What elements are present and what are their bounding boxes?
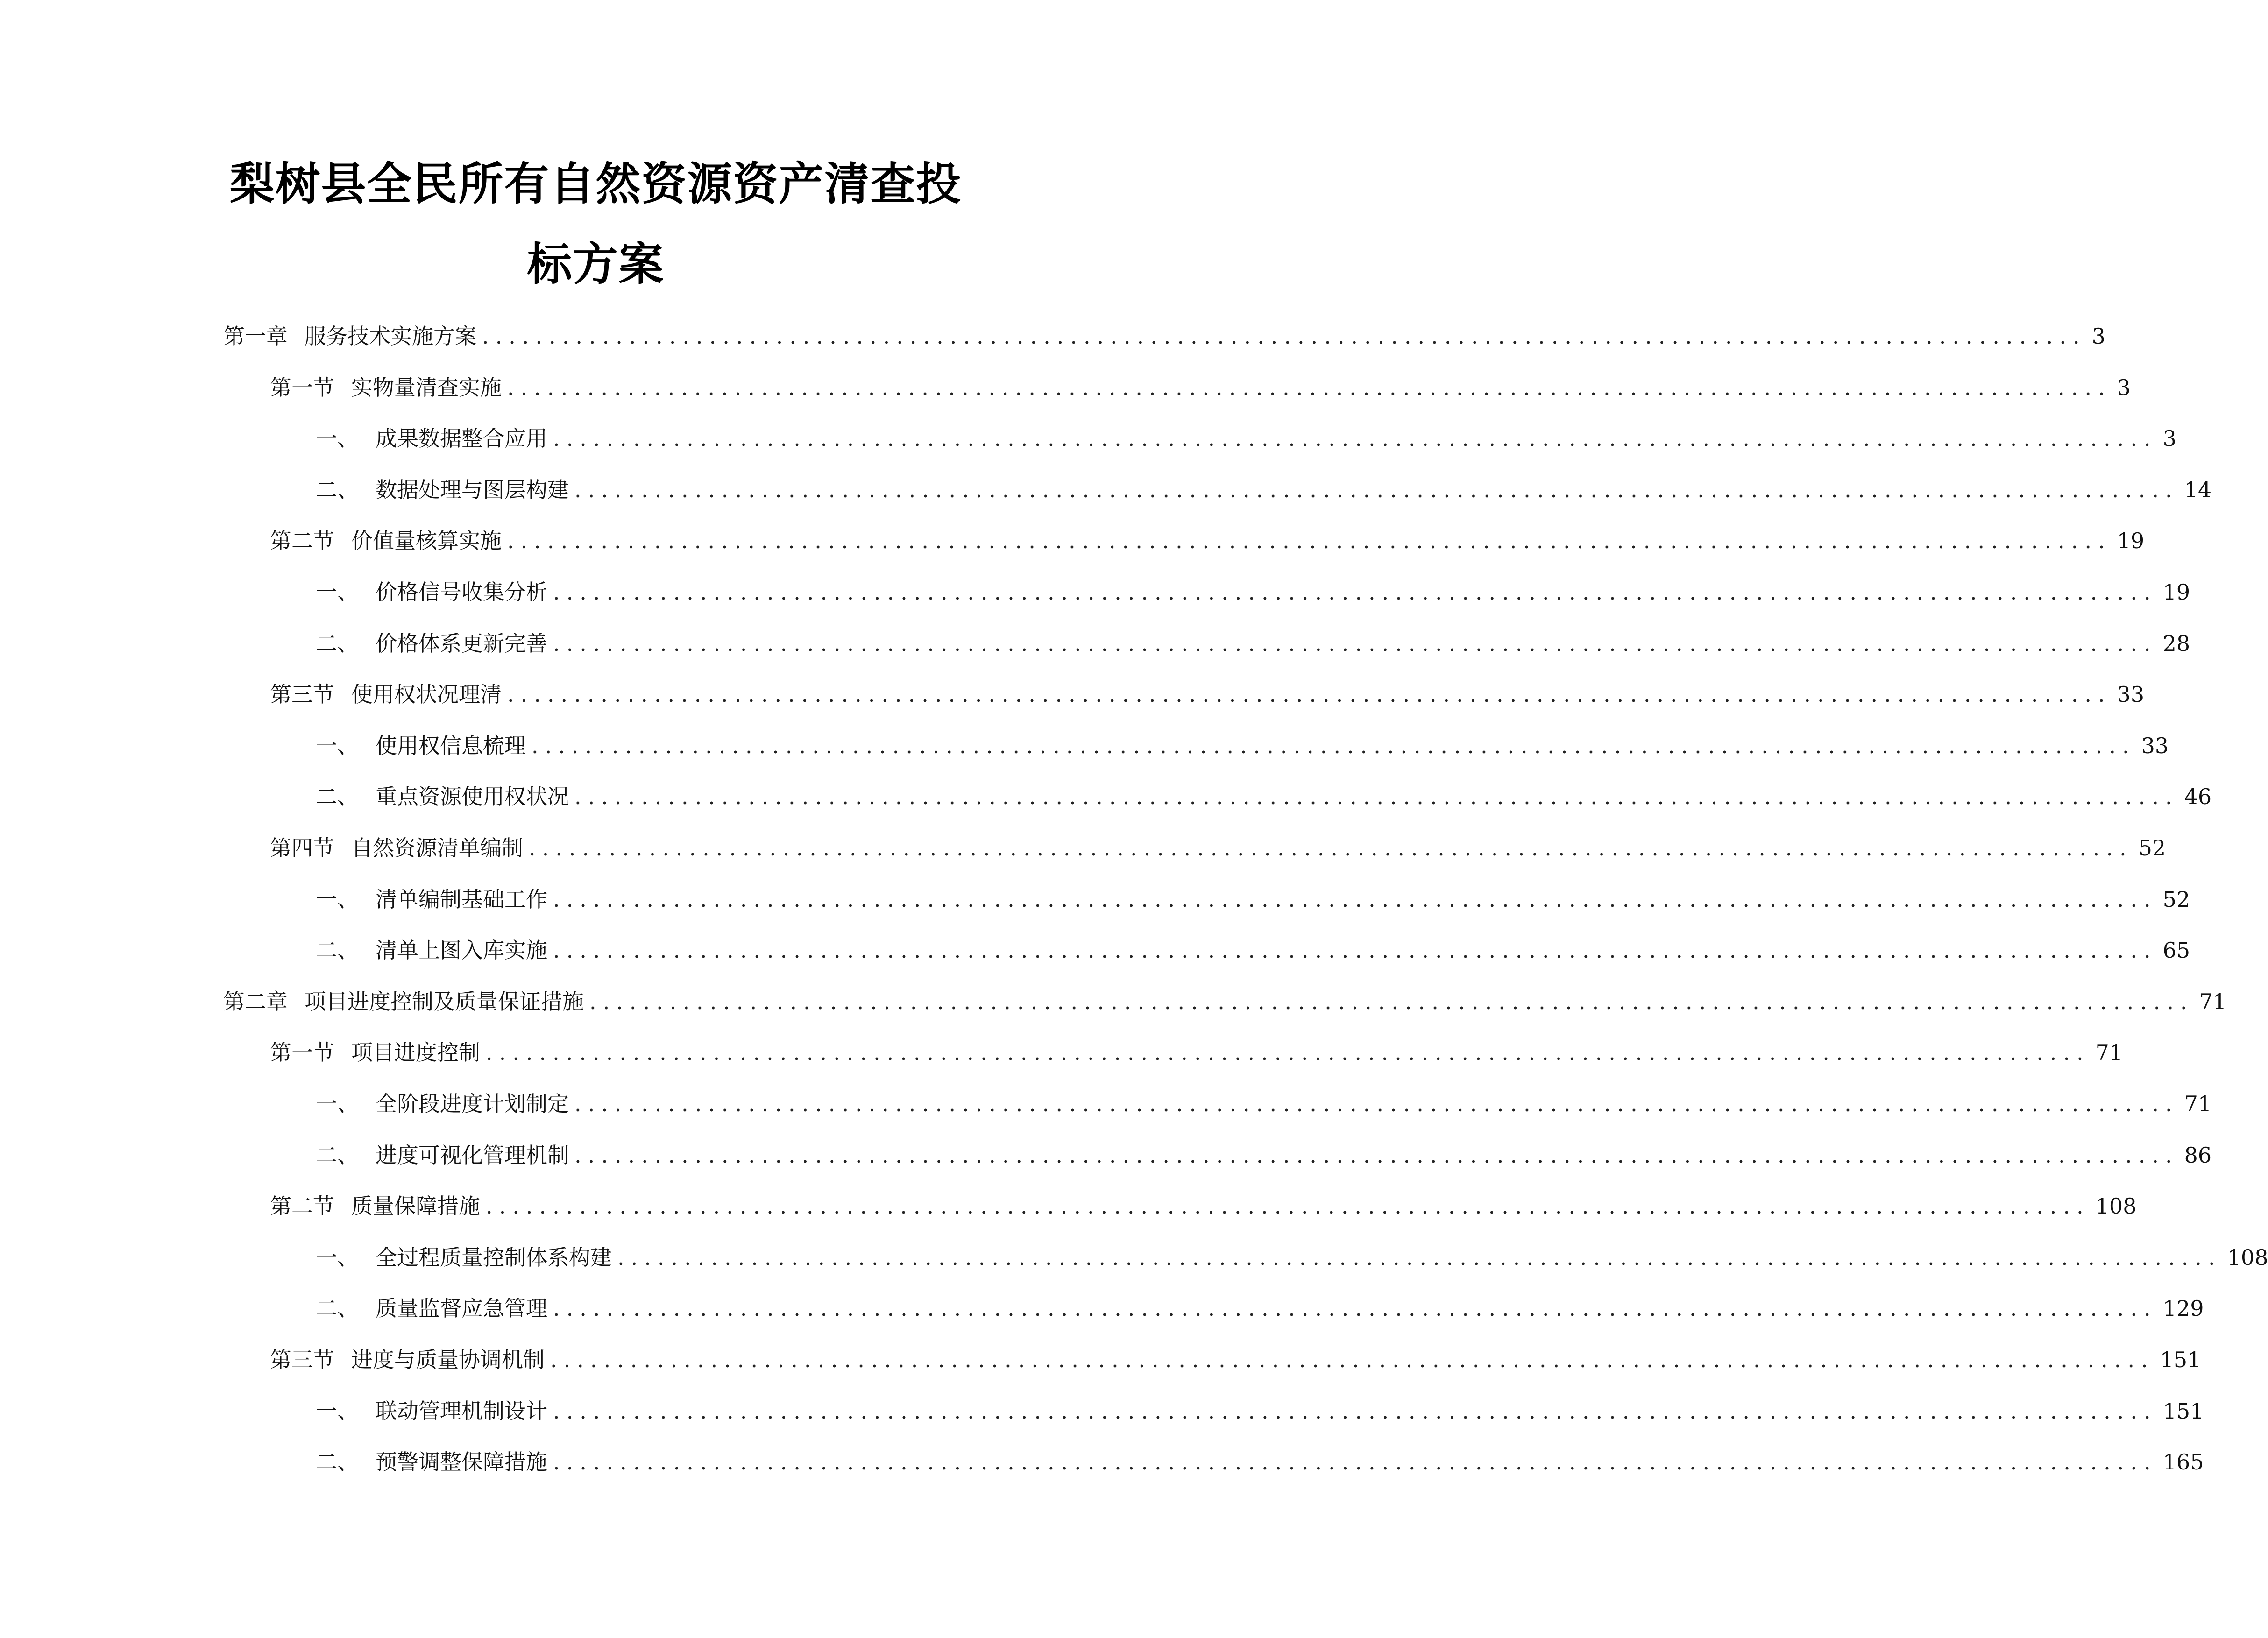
toc-entry-page-number: 86 <box>2184 1143 2212 1168</box>
toc-entry-title: 全阶段进度计划制定 <box>376 1091 569 1116</box>
document-title-line-1: 梨树县全民所有自然资源资产清查投 <box>229 158 962 210</box>
toc-entry[interactable] <box>270 678 2145 711</box>
toc-leader-dots: ........................................................................................................................ <box>482 324 2086 349</box>
toc-entry-title: 联动管理机制设计 <box>376 1398 547 1424</box>
toc-leader-dots: ........................................................................................................................ <box>507 375 2112 400</box>
toc-entry[interactable] <box>316 576 2190 608</box>
toc-entry-number: 第二节 <box>270 528 334 553</box>
toc-leader-dots: ........................................................................................................................ <box>574 477 2179 502</box>
toc-leader-dots: ........................................................................................................................ <box>507 682 2112 707</box>
toc-entry-number: 二、 <box>316 1296 359 1321</box>
toc-entry[interactable] <box>316 473 2212 506</box>
toc-entry-title: 成果数据整合应用 <box>376 426 547 451</box>
toc-entry-title: 清单编制基础工作 <box>376 887 547 912</box>
toc-leader-dots: ........................................................................................................................ <box>574 1143 2179 1168</box>
toc-entry-number: 第三节 <box>270 682 334 707</box>
toc-entry-title: 数据处理与图层构建 <box>376 477 569 502</box>
toc-entry-page-number: 65 <box>2162 938 2190 963</box>
toc-leader-dots: ........................................................................................................................ <box>486 1193 2090 1219</box>
toc-entry-title: 服务技术实施方案 <box>305 324 476 349</box>
toc-leader-dots: ........................................................................................................................ <box>589 989 2194 1014</box>
toc-entry-page-number: 71 <box>2184 1091 2212 1116</box>
toc-entry-number: 第一节 <box>270 1040 334 1065</box>
toc-entry-page-number: 151 <box>2160 1347 2201 1372</box>
toc-leader-dots: ........................................................................................................................ <box>574 784 2179 809</box>
toc-entry[interactable] <box>316 1395 2204 1427</box>
toc-entry[interactable] <box>270 1036 2123 1069</box>
toc-entry[interactable] <box>316 1446 2204 1478</box>
toc-entry[interactable] <box>316 729 2169 762</box>
toc-entry-number: 二、 <box>316 1449 359 1475</box>
toc-leader-dots: ........................................................................................................................ <box>553 631 2157 656</box>
toc-entry-number: 二、 <box>316 1143 359 1168</box>
toc-entry-title: 价格信号收集分析 <box>376 579 547 605</box>
toc-entry-number: 一、 <box>316 1091 359 1116</box>
toc-entry-page-number: 3 <box>2117 375 2131 400</box>
toc-entry[interactable] <box>223 985 2227 1018</box>
toc-leader-dots: ........................................................................................................................ <box>574 1091 2179 1116</box>
toc-entry-number: 第一节 <box>270 375 334 400</box>
toc-entry[interactable] <box>316 422 2176 455</box>
toc-entry[interactable] <box>270 524 2145 557</box>
toc-entry-title: 项目进度控制 <box>351 1040 480 1065</box>
toc-leader-dots: ........................................................................................................................ <box>553 938 2157 963</box>
toc-entry[interactable] <box>316 934 2190 967</box>
toc-leader-dots: ........................................................................................................................ <box>553 1296 2157 1321</box>
toc-leader-dots: ........................................................................................................................ <box>553 887 2157 912</box>
toc-entry-number: 二、 <box>316 477 359 502</box>
toc-entry-number: 二、 <box>316 784 359 809</box>
toc-entry-page-number: 3 <box>2091 324 2105 349</box>
toc-entry-title: 进度与质量协调机制 <box>351 1347 545 1372</box>
toc-entry-page-number: 46 <box>2184 784 2212 809</box>
toc-entry-title: 预警调整保障措施 <box>376 1449 547 1475</box>
toc-entry-title: 全过程质量控制体系构建 <box>376 1245 612 1270</box>
toc-entry-title: 价格体系更新完善 <box>376 631 547 656</box>
toc-entry[interactable] <box>316 780 2212 813</box>
toc-entry-number: 一、 <box>316 887 359 912</box>
toc-entry-page-number: 151 <box>2162 1398 2204 1424</box>
toc-entry-page-number: 33 <box>2141 733 2169 758</box>
toc-entry-page-number: 129 <box>2162 1296 2204 1321</box>
toc-entry-title: 进度可视化管理机制 <box>376 1143 569 1168</box>
toc-leader-dots: ........................................................................................................................ <box>553 1449 2157 1475</box>
toc-entry-number: 二、 <box>316 631 359 656</box>
toc-entry-number: 一、 <box>316 1245 359 1270</box>
toc-entry-number: 二、 <box>316 938 359 963</box>
toc-entry-page-number: 108 <box>2227 1245 2268 1270</box>
toc-entry[interactable] <box>270 1343 2201 1376</box>
toc-entry-number: 第四节 <box>270 835 334 861</box>
toc-leader-dots: ........................................................................................................................ <box>529 835 2133 861</box>
toc-entry-page-number: 33 <box>2117 682 2145 707</box>
document-title-line-2: 标方案 <box>527 238 665 290</box>
toc-leader-dots: ........................................................................................................................ <box>532 733 2136 758</box>
toc-entry-title: 实物量清查实施 <box>351 375 502 400</box>
toc-entry[interactable] <box>316 627 2190 660</box>
toc-entry[interactable] <box>270 1190 2137 1222</box>
toc-entry-number: 第二节 <box>270 1193 334 1219</box>
toc-entry-page-number: 71 <box>2095 1040 2123 1065</box>
toc-entry-title: 自然资源清单编制 <box>351 835 523 861</box>
toc-entry-number: 第三节 <box>270 1347 334 1372</box>
toc-entry-number: 一、 <box>316 579 359 605</box>
toc-entry-page-number: 52 <box>2162 887 2190 912</box>
toc-entry-page-number: 165 <box>2162 1449 2204 1475</box>
toc-entry-number: 一、 <box>316 1398 359 1424</box>
toc-entry-page-number: 19 <box>2117 528 2145 553</box>
toc-entry[interactable] <box>316 1139 2212 1172</box>
toc-entry-number: 一、 <box>316 426 359 451</box>
toc-entry-number: 第二章 <box>223 989 288 1014</box>
toc-entry[interactable] <box>270 371 2131 404</box>
toc-entry-page-number: 52 <box>2138 835 2166 861</box>
toc-entry-title: 清单上图入库实施 <box>376 938 547 963</box>
toc-entry[interactable] <box>223 320 2105 353</box>
toc-entry[interactable] <box>316 1087 2212 1120</box>
toc-entry-title: 使用权状况理清 <box>351 682 502 707</box>
toc-entry-number: 第一章 <box>223 324 288 349</box>
toc-entry-title: 重点资源使用权状况 <box>376 784 569 809</box>
toc-entry-page-number: 14 <box>2184 477 2212 502</box>
toc-entry-title: 质量监督应急管理 <box>376 1296 547 1321</box>
toc-entry[interactable] <box>270 832 2166 864</box>
toc-leader-dots: ........................................................................................................................ <box>617 1245 2222 1270</box>
toc-entry-page-number: 3 <box>2162 426 2176 451</box>
toc-leader-dots: ........................................................................................................................ <box>553 426 2157 451</box>
toc-leader-dots: ........................................................................................................................ <box>507 528 2112 553</box>
toc-leader-dots: ........................................................................................................................ <box>486 1040 2090 1065</box>
toc-leader-dots: ........................................................................................................................ <box>550 1347 2155 1372</box>
toc-entry-page-number: 108 <box>2095 1193 2137 1219</box>
toc-leader-dots: ........................................................................................................................ <box>553 1398 2157 1424</box>
toc-entry[interactable] <box>316 883 2190 916</box>
toc-entry-title: 项目进度控制及质量保证措施 <box>305 989 584 1014</box>
toc-entry-page-number: 19 <box>2162 579 2190 605</box>
toc-entry-number: 一、 <box>316 733 359 758</box>
toc-entry-title: 使用权信息梳理 <box>376 733 526 758</box>
toc-entry-page-number: 71 <box>2199 989 2227 1014</box>
toc-leader-dots: ........................................................................................................................ <box>553 579 2157 605</box>
toc-entry-title: 价值量核算实施 <box>351 528 502 553</box>
toc-entry[interactable] <box>316 1241 2268 1274</box>
toc-entry[interactable] <box>316 1292 2204 1325</box>
toc-entry-page-number: 28 <box>2162 631 2190 656</box>
toc-entry-title: 质量保障措施 <box>351 1193 480 1219</box>
